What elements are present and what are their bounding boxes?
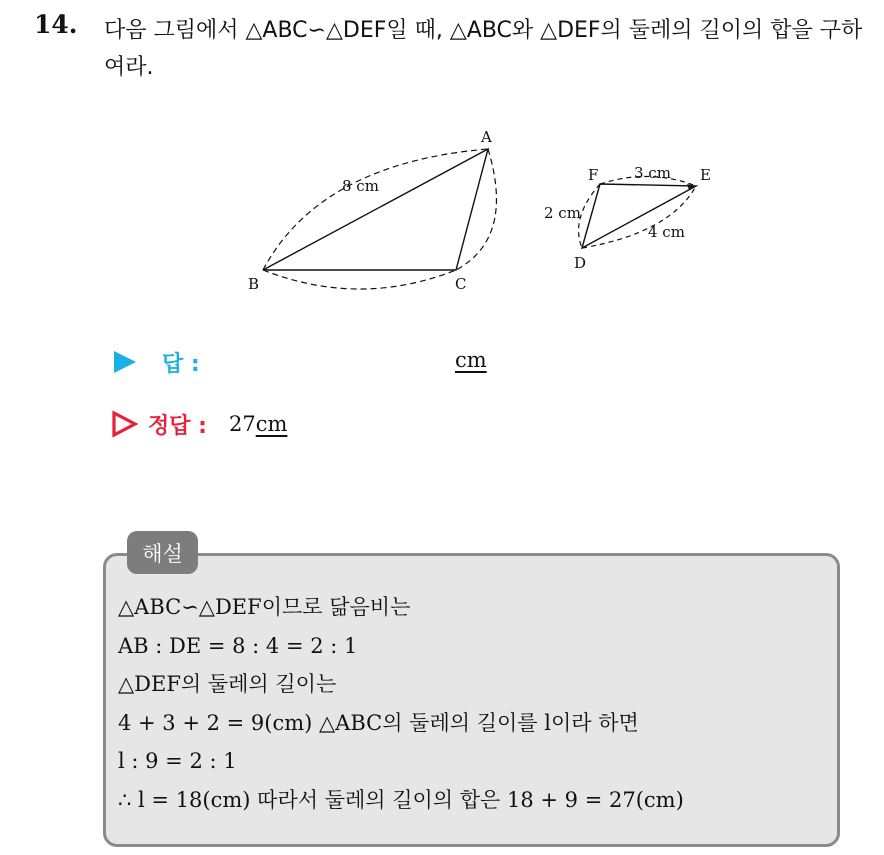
correct-answer-unit: cm xyxy=(255,412,288,436)
outline-triangle-icon xyxy=(110,410,138,438)
arc-bc xyxy=(263,270,456,289)
label-b: B xyxy=(248,275,260,293)
explanation-line: △ABC∽△DEF이므로 닮음비는 xyxy=(118,595,411,619)
label-a: A xyxy=(481,128,492,146)
correct-answer-value: 27cm xyxy=(228,412,288,436)
question-text: 다음 그림에서 △ABC∽△DEF일 때, △ABC와 △DEF의 둘레의 길이의 합을 구하여라. xyxy=(104,18,863,80)
triangle-abc xyxy=(263,149,488,270)
label-ab-length: 8 cm xyxy=(342,177,379,195)
label-f: F xyxy=(588,166,599,184)
label-e: E xyxy=(700,166,711,184)
label-de-length: 4 cm xyxy=(648,223,685,241)
explanation-line: ∴ l = 18(cm) 따라서 둘레의 길이의 합은 18 + 9 = 27(cm) xyxy=(118,787,684,812)
explanation-line: △DEF의 둘레의 길이는 xyxy=(118,672,337,696)
answer-label: 답 : xyxy=(162,351,200,377)
play-triangle-icon xyxy=(110,348,138,376)
explanation-line: AB : DE = 8 : 4 = 2 : 1 xyxy=(118,633,358,658)
correct-answer-label: 정답 : xyxy=(148,413,207,439)
question-number: 14. xyxy=(34,10,78,39)
explanation-line: 4 + 3 + 2 = 9(cm) △ABC의 둘레의 길이를 l이라 하면 xyxy=(118,710,639,735)
label-fe-length: 3 cm xyxy=(634,164,671,182)
answer-row xyxy=(110,345,200,379)
explanation-lines xyxy=(118,588,684,819)
arc-ac xyxy=(456,149,496,270)
triangle-figure xyxy=(230,118,730,303)
explanation-line: l : 9 = 2 : 1 xyxy=(118,749,237,773)
label-fd-length: 2 cm xyxy=(544,204,581,222)
answer-unit: cm xyxy=(455,348,487,372)
correct-answer-row xyxy=(110,407,287,441)
explanation-title: 해설 xyxy=(127,531,198,574)
label-c: C xyxy=(455,275,467,293)
label-d: D xyxy=(574,254,587,272)
